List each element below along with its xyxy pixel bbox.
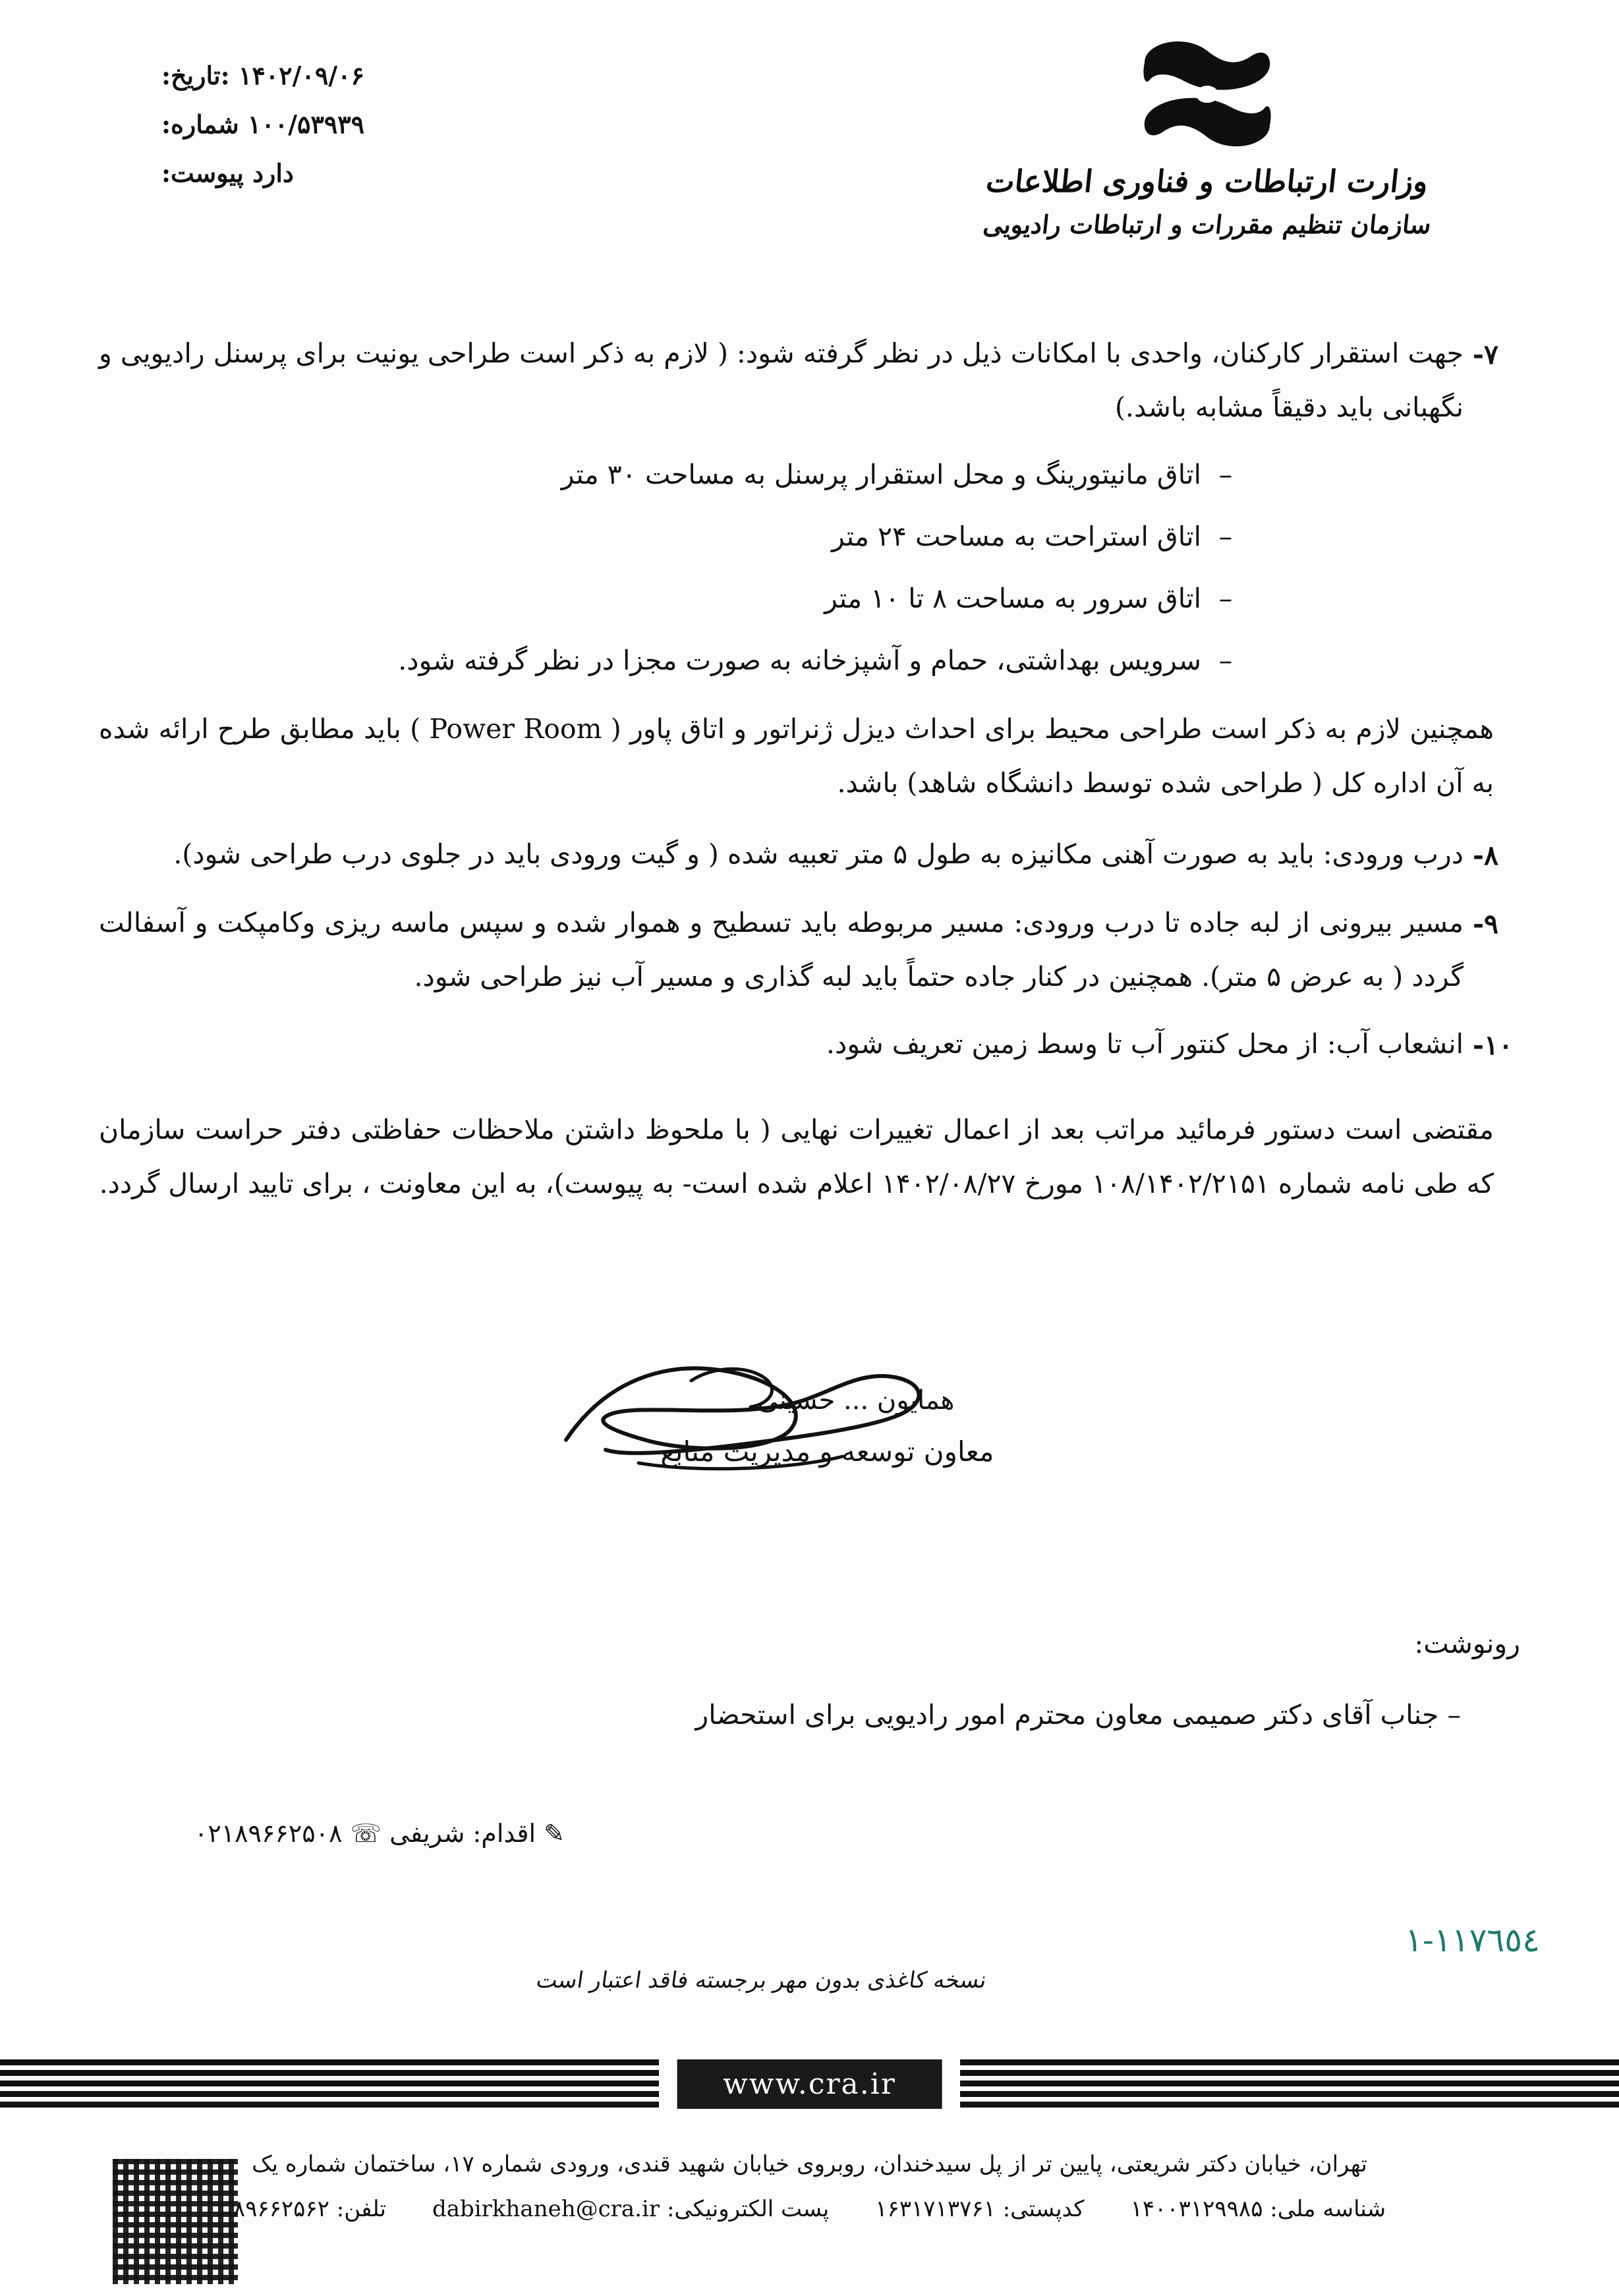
action-officer-line bbox=[194, 1819, 565, 1848]
footer-national-id bbox=[1131, 2187, 1386, 2231]
cra-logo-icon bbox=[1138, 36, 1276, 152]
no-seal-note: نسخه کاغذی بدون مهر برجسته فاقد اعتبار است bbox=[534, 1967, 988, 1994]
meta-date-label: تاریخ: bbox=[161, 61, 221, 90]
registration-number-stamp: ۱۱۷٦٥٤-۱ bbox=[1405, 1921, 1540, 1959]
meta-attachment bbox=[161, 149, 364, 198]
dash-bullet-icon: – bbox=[1218, 521, 1233, 552]
letter-meta bbox=[161, 51, 364, 198]
footer-address: تهران، خیابان دکتر شریعتی، پایین تر از پل سیدخندان، روبروی خیابان شهید قندی، ورودی شماره ۱۷، ساختمان شماره یک bbox=[252, 2151, 1367, 2177]
meta-attachment-value: دارد bbox=[252, 158, 294, 188]
clause-8-marker: ۸- bbox=[1473, 840, 1499, 871]
clause-9-text: مسیر بیرونی از لبه جاده تا درب ورودی: مسیر مربوطه باید تسطیح و هموار شده و سپس ماسه ریزی وکامپکت و آسفالت گردد ( به عرض ۵ متر). همچنین در کنار جاده حتماً باید لبه گذاری و مسیر آب نیز طراحی شود. bbox=[99, 907, 1463, 992]
signer-title: معاون توسعه و مدیریت منابع bbox=[660, 1435, 994, 1468]
footer-national-id-value: ۱۴۰۰۳۱۲۹۹۸۵ bbox=[1130, 2196, 1263, 2222]
copy-to-item: – جناب آقای دکتر صمیمی معاون محترم امور رادیویی برای استحضار bbox=[695, 1699, 1461, 1731]
list-item bbox=[99, 571, 1520, 625]
footer-email-label: پست الکترونیکی: bbox=[666, 2196, 830, 2222]
footer-postcode bbox=[875, 2187, 1084, 2231]
footer-bar bbox=[0, 2059, 1619, 2111]
clause-10-text: انشعاب آب: از محل کنتور آب تا وسط زمین تعریف شود. bbox=[826, 1028, 1463, 1060]
list-item bbox=[99, 447, 1520, 502]
footer-postcode-value: ۱۶۳۱۷۱۳۷۶۱ bbox=[875, 2196, 996, 2222]
list-item bbox=[99, 633, 1520, 687]
org-name-ministry: وزارت ارتباطات و فناوری اطلاعات bbox=[984, 163, 1431, 199]
phone-icon: ☏ bbox=[350, 1819, 382, 1848]
document-header bbox=[0, 0, 1619, 310]
meta-number bbox=[161, 100, 364, 149]
footer-phone bbox=[233, 2187, 386, 2231]
clause-7-text: جهت استقرار کارکنان، واحدی با امکانات ذیل در نظر گرفته شود: ( لازم به ذکر است طراحی یونیت برای پرسنل رادیویی و نگهبانی باید دقیقاً مشابه باشد.) bbox=[99, 337, 1463, 423]
footer-phone-value: ۸۹۶۶۲۵۶۲ bbox=[233, 2196, 329, 2222]
power-room-paragraph: همچنین لازم به ذکر است طراحی محیط برای احداث دیزل ژنراتور و اتاق پاور ( Power Room ) باید مطابق طرح ارائه شده به آن اداره کل ( طراحی شده توسط دانشگاه شاهد) باشد. bbox=[99, 713, 1494, 799]
action-officer-phone: ۰۲۱۸۹۶۶۲۵۰۸ bbox=[194, 1819, 343, 1848]
copy-to-title: رونوشت: bbox=[1414, 1628, 1520, 1659]
sublist-text: اتاق استراحت به مساحت ۲۴ متر bbox=[831, 521, 1201, 552]
clause-9 bbox=[99, 896, 1520, 1004]
footer-stripes-left bbox=[0, 2059, 659, 2111]
dash-bullet-icon: – bbox=[1218, 583, 1233, 614]
dash-bullet-icon: – bbox=[1218, 459, 1233, 490]
clause-8 bbox=[99, 827, 1520, 882]
handwritten-signature-icon bbox=[526, 1341, 988, 1493]
clause-7-sublist bbox=[99, 447, 1520, 687]
meta-attachment-label: پیوست: bbox=[161, 158, 244, 188]
footer-website-url[interactable]: www.cra.ir bbox=[677, 2059, 942, 2109]
meta-number-value: ۱۰۰/۵۳۹۳۹ bbox=[247, 109, 365, 140]
footer-contact-info bbox=[99, 2142, 1520, 2231]
footer-email-value[interactable]: dabirkhaneh@cra.ir bbox=[432, 2196, 660, 2222]
closing-paragraph: مقتضی است دستور فرمائید مراتب بعد از اعمال تغییرات نهایی ( با ملحوظ داشتن ملاحظات حفاظتی دفتر حراست سازمان که طی نامه شماره ۱۰۸/۱۴۰۲/۲۱۵۱ مورخ ۱۴۰۲/۰۸/۲۷ اعلام شده است- به پیوست)، به این معاونت ، برای تایید ارسال گردد. bbox=[99, 1114, 1494, 1199]
signature-block bbox=[0, 1351, 1619, 1518]
clause-8-text: درب ورودی: باید به صورت آهنی مکانیزه به طول ۵ متر تعبیه شده ( و گیت ورودی باید در جلوی درب طراحی شود). bbox=[173, 838, 1463, 870]
pen-icon: ✎ bbox=[544, 1819, 565, 1848]
sublist-text: سرویس بهداشتی، حمام و آشپزخانه به صورت مجزا در نظر گرفته شود. bbox=[398, 645, 1201, 676]
meta-date-value: ۱۴۰۲/۰۹/۰۶ bbox=[238, 61, 364, 90]
organization-block bbox=[937, 36, 1477, 239]
org-name-authority: سازمان تنظیم مقررات و ارتباطات رادیویی bbox=[981, 210, 1433, 239]
clause-7 bbox=[99, 326, 1520, 434]
list-item bbox=[99, 509, 1520, 563]
footer-stripes-right bbox=[960, 2059, 1619, 2111]
action-officer-label: اقدام: شریفی bbox=[389, 1819, 536, 1848]
footer-postcode-label: کدپستی: bbox=[1002, 2196, 1085, 2222]
dash-bullet-icon: – bbox=[1218, 645, 1233, 676]
footer-email[interactable] bbox=[432, 2187, 829, 2231]
copy-to-section bbox=[99, 1628, 1520, 1731]
sublist-text: اتاق مانیتورینگ و محل استقرار پرسنل به مساحت ۳۰ متر bbox=[561, 459, 1201, 490]
footer-national-id-label: شناسه ملی: bbox=[1270, 2196, 1386, 2222]
clause-7-marker: ۷- bbox=[1473, 339, 1499, 370]
signer-name: همایون ... حسینی bbox=[757, 1385, 955, 1416]
clause-10 bbox=[99, 1017, 1520, 1072]
sublist-text: اتاق سرور به مساحت ۸ تا ۱۰ متر bbox=[824, 583, 1201, 614]
clause-9-marker: ۹- bbox=[1473, 908, 1499, 940]
footer-phone-label: تلفن: bbox=[336, 2196, 386, 2222]
meta-number-label: شماره: bbox=[161, 109, 239, 140]
document-body bbox=[99, 326, 1520, 1228]
meta-date: ۱۴۰۲/۰۹/۰۶ :تاریخ: bbox=[161, 61, 364, 90]
clause-10-marker: ۱۰- bbox=[1473, 1029, 1514, 1061]
